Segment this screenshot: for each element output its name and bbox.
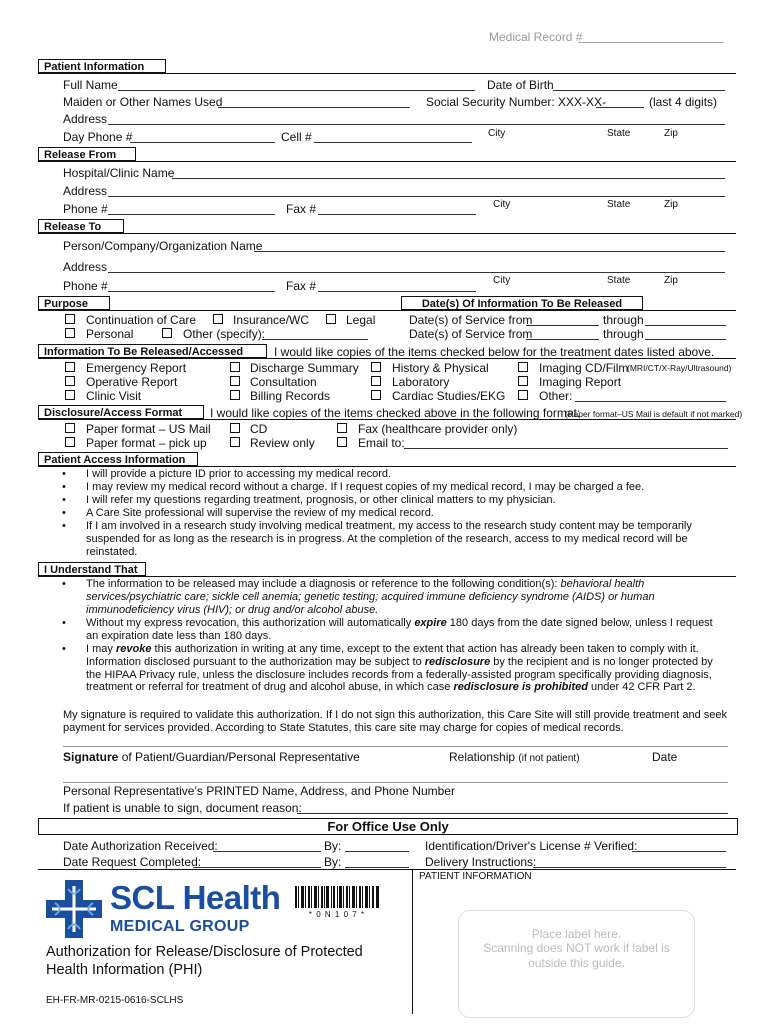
- discharge-label: Discharge Summary: [250, 361, 359, 375]
- other-info-field[interactable]: [575, 401, 726, 402]
- bullet: •: [62, 481, 66, 493]
- id-verified-field[interactable]: [632, 851, 726, 852]
- office-use-header: For Office Use Only: [38, 818, 738, 835]
- paper-pickup-checkbox[interactable]: [65, 437, 75, 447]
- other-purpose-field[interactable]: [262, 339, 368, 340]
- imaging-cd-label: Imaging CD/Film: [539, 361, 629, 375]
- insurance-label: Insurance/WC: [233, 313, 310, 327]
- section-rule: [38, 161, 736, 162]
- barcode-text: * 0 N 1 0 7 *: [308, 910, 366, 919]
- access-bullet-2: I may review my medical record without a charge. If I request copies of my medical record, I may be charged a fee.: [86, 481, 645, 493]
- date-received-field[interactable]: [213, 851, 321, 852]
- laboratory-checkbox[interactable]: [371, 376, 381, 386]
- ssn-last4-note: (last 4 digits): [649, 95, 718, 109]
- release-from-header: Release From: [38, 147, 136, 161]
- full-name-field[interactable]: [118, 90, 475, 91]
- disclosure-note: (Paper format–US Mail is default if not marked): [565, 409, 743, 419]
- medical-record-label: Medical Record #: [489, 30, 583, 44]
- operative-label: Operative Report: [86, 375, 178, 389]
- ssn-label: Social Security Number: XXX-XX-: [426, 95, 607, 109]
- bullet: •: [62, 468, 66, 480]
- understand-header: I Understand That: [38, 562, 146, 576]
- service-from-field-2[interactable]: [526, 339, 599, 340]
- label-guide[interactable]: [458, 910, 695, 1018]
- release-to-address-field[interactable]: [108, 272, 725, 273]
- zip-label: Zip: [664, 275, 678, 286]
- access-bullet-4: A Care Site professional will supervise the review of my medical record.: [86, 507, 434, 519]
- email-checkbox[interactable]: [337, 437, 347, 447]
- release-to-header: Release To: [38, 219, 124, 233]
- clinic-label: Clinic Visit: [86, 389, 142, 403]
- cell-label: Cell #: [281, 130, 312, 144]
- city-label: City: [488, 128, 506, 139]
- unable-to-sign-label: If patient is unable to sign, document reason:: [63, 801, 302, 815]
- id-verified-label: Identification/Driver's License # Verified:: [425, 839, 638, 853]
- continuation-label: Continuation of Care: [86, 313, 197, 327]
- service-through-field-2[interactable]: [645, 339, 726, 340]
- emergency-label: Emergency Report: [86, 361, 187, 375]
- signature-statement: My signature is required to validate this authorization. If I do not sign this authorization, this Care Site will still provide treatment and seek payment for services provided. According to State Statutes, this care site may charge for copies of medical records.: [63, 709, 728, 734]
- access-bullet-5: If I am involved in a research study involving medical treatment, my access to the research study content may be temporarily suspended for as long as the research is in progress. At the completion of the research, access to my medical record will be reinstated.: [86, 520, 692, 558]
- release-to-fax-field[interactable]: [318, 291, 476, 292]
- cd-checkbox[interactable]: [230, 423, 240, 433]
- release-to-fax-label: Fax #: [286, 279, 317, 293]
- clinic-checkbox[interactable]: [65, 390, 75, 400]
- operative-checkbox[interactable]: [65, 376, 75, 386]
- continuation-checkbox[interactable]: [65, 314, 75, 324]
- service-from-field-1[interactable]: [526, 325, 599, 326]
- paper-pickup-label: Paper format – pick up: [86, 436, 207, 450]
- service-from-label-1: Date(s) of Service from: [409, 313, 533, 327]
- release-from-phone-label: Phone #: [63, 202, 108, 216]
- address-field[interactable]: [108, 124, 725, 125]
- billing-checkbox[interactable]: [230, 390, 240, 400]
- imaging-cd-checkbox[interactable]: [518, 362, 528, 372]
- by-field-1[interactable]: [345, 851, 409, 852]
- review-only-label: Review only: [250, 436, 315, 450]
- release-to-phone-label: Phone #: [63, 279, 108, 293]
- understand-bullet-3: I may revoke this authorization in writing at any time, except to the extent that action has already been taken to comply with it. Information disclosed pursuant to the authorization may be subject to redisclosure by the recipient and is no longer protected by the HIPAA Privacy rule, unless the disclosure includes records from a federally-assisted program specifically providing diagnosis, treatment or referral for treatment of drug and alcohol abuse, in which case redisclosure is prohibited under 42 CFR Part 2.: [86, 643, 713, 694]
- printed-name-label: Personal Representative’s PRINTED Name, Address, and Phone Number: [63, 784, 455, 798]
- cell-field[interactable]: [314, 142, 472, 143]
- email-field[interactable]: [404, 448, 728, 449]
- label-guide-text-2: Scanning does NOT work if label is outside this guide.: [483, 941, 670, 970]
- other-purpose-checkbox[interactable]: [162, 328, 172, 338]
- cd-label: CD: [250, 422, 268, 436]
- discharge-checkbox[interactable]: [230, 362, 240, 372]
- email-label: Email to:: [358, 436, 405, 450]
- access-bullet-3: I will refer my questions regarding treatment, prognosis, or other clinical matters to my physician.: [86, 494, 556, 506]
- service-through-field-1[interactable]: [645, 325, 726, 326]
- medical-record-field[interactable]: [578, 42, 724, 43]
- by-field-2[interactable]: [345, 867, 409, 868]
- patient-info-box-label: PATIENT INFORMATION: [419, 871, 532, 882]
- by-label-2: By:: [324, 855, 342, 869]
- paper-mail-checkbox[interactable]: [65, 423, 75, 433]
- cardiac-label: Cardiac Studies/EKG: [392, 389, 506, 403]
- printed-name-field[interactable]: [63, 782, 728, 783]
- person-label: Person/Company/Organization Name: [63, 239, 263, 253]
- dob-field[interactable]: [553, 90, 725, 91]
- cross-logo-icon: [46, 880, 102, 938]
- full-name-label: Full Name: [63, 78, 118, 92]
- insurance-checkbox[interactable]: [213, 314, 223, 324]
- imaging-report-label: Imaging Report: [539, 375, 622, 389]
- bullet: •: [62, 507, 66, 519]
- fax-format-label: Fax (healthcare provider only): [358, 422, 518, 436]
- section-rule: [38, 310, 736, 311]
- billing-label: Billing Records: [250, 389, 331, 403]
- release-to-address-label: Address: [63, 260, 108, 274]
- hospital-field[interactable]: [172, 178, 725, 179]
- emergency-checkbox[interactable]: [65, 362, 75, 372]
- release-from-fax-field[interactable]: [318, 214, 476, 215]
- unable-to-sign-field[interactable]: [297, 813, 728, 814]
- bullet: •: [62, 494, 66, 506]
- imaging-cd-note: (MRI/CT/X-Ray/Ultrasound): [627, 363, 732, 373]
- info-released-header: Information To Be Released/Accessed: [38, 344, 267, 358]
- paper-mail-label: Paper format – US Mail: [86, 422, 211, 436]
- personal-checkbox[interactable]: [65, 328, 75, 338]
- city-label: City: [493, 199, 511, 210]
- dob-label: Date of Birth: [487, 78, 554, 92]
- history-label: History & Physical: [392, 361, 489, 375]
- bullet: •: [62, 617, 66, 629]
- cardiac-checkbox[interactable]: [371, 390, 381, 400]
- release-to-phone-field[interactable]: [108, 291, 275, 292]
- logo: [46, 880, 306, 942]
- date-completed-field[interactable]: [193, 867, 321, 868]
- state-label: State: [607, 128, 631, 139]
- section-rule: [38, 869, 736, 870]
- section-rule: [38, 576, 736, 577]
- logo-name: SCL Health: [110, 879, 281, 916]
- through-label-2: through: [603, 327, 644, 341]
- purpose-header: Purpose: [38, 296, 110, 310]
- label-guide-text-1: Place label here.: [531, 927, 622, 941]
- other-purpose-label: Other (specify):: [183, 327, 266, 341]
- dates-header: Date(s) Of Information To Be Released: [401, 296, 643, 310]
- logo-subtitle: MEDICAL GROUP: [110, 918, 250, 935]
- form-code: EH-FR-MR-0215-0616-SCLHS: [46, 995, 184, 1006]
- barcode: [295, 886, 379, 919]
- consultation-checkbox[interactable]: [230, 376, 240, 386]
- consultation-label: Consultation: [250, 375, 317, 389]
- info-released-instruction: I would like copies of the items checked below for the treatment dates listed above.: [274, 345, 715, 359]
- release-from-fax-label: Fax #: [286, 202, 317, 216]
- date-completed-label: Date Request Completed:: [63, 855, 202, 869]
- form-title: Authorization for Release/Disclosure of Protected Health Information (PHI): [46, 944, 363, 978]
- history-checkbox[interactable]: [371, 362, 381, 372]
- release-from-phone-field[interactable]: [108, 214, 275, 215]
- zip-label: Zip: [664, 128, 678, 139]
- release-from-address-field[interactable]: [108, 196, 725, 197]
- signature-label: Signature of Patient/Guardian/Personal Representative: [63, 750, 360, 764]
- other-info-checkbox[interactable]: [518, 390, 528, 400]
- service-from-label-2: Date(s) of Service from: [409, 327, 533, 341]
- legal-label: Legal: [346, 313, 376, 327]
- imaging-report-checkbox[interactable]: [518, 376, 528, 386]
- maiden-label: Maiden or Other Names Used: [63, 95, 223, 109]
- signature-field[interactable]: [63, 746, 728, 747]
- date-received-label: Date Authorization Received:: [63, 839, 218, 853]
- maiden-field[interactable]: [218, 107, 410, 108]
- understand-bullet-2: Without my express revocation, this authorization will automatically expire 180 days from the date signed below, unless I request an expiration date less than 180 days.: [86, 617, 713, 642]
- through-label-1: through: [603, 313, 644, 327]
- patient-info-divider: [412, 869, 413, 1014]
- ssn-field[interactable]: [596, 107, 644, 108]
- hospital-label: Hospital/Clinic Name: [63, 166, 175, 180]
- address-label: Address: [63, 112, 108, 126]
- access-bullet-1: I will provide a picture ID prior to accessing my medical record.: [86, 468, 392, 480]
- bullet: •: [62, 578, 66, 590]
- legal-checkbox[interactable]: [326, 314, 336, 324]
- zip-label: Zip: [664, 199, 678, 210]
- patient-info-header: Patient Information: [38, 59, 166, 73]
- disclosure-instruction: I would like copies of the items checked above in the following format:: [210, 406, 581, 420]
- by-label-1: By:: [324, 839, 342, 853]
- state-label: State: [607, 199, 631, 210]
- person-field[interactable]: [254, 251, 725, 252]
- bullet: •: [62, 520, 66, 532]
- day-phone-field[interactable]: [130, 142, 275, 143]
- city-label: City: [493, 275, 511, 286]
- access-info-header: Patient Access Information: [38, 452, 198, 466]
- day-phone-label: Day Phone #: [63, 130, 133, 144]
- barcode-icon: [295, 886, 379, 908]
- other-info-label: Other:: [539, 389, 573, 403]
- fax-format-checkbox[interactable]: [337, 423, 347, 433]
- signature-date-label: Date: [652, 750, 678, 764]
- understand-bullet-1: The information to be released may include a diagnosis or reference to the following condition(s): behavioral health services/psychiatric care; sickle cell anemia; genetic testing; acquired immune deficiency syndrome (AIDS) or human immunodeficiency virus (HIV); or drug and/or alcohol abuse.: [86, 578, 655, 616]
- release-from-address-label: Address: [63, 184, 108, 198]
- delivery-label: Delivery Instructions:: [425, 855, 537, 869]
- personal-label: Personal: [86, 327, 134, 341]
- state-label: State: [607, 275, 631, 286]
- bullet: •: [62, 643, 66, 655]
- relationship-label: Relationship (if not patient): [449, 750, 580, 764]
- review-only-checkbox[interactable]: [230, 437, 240, 447]
- delivery-field[interactable]: [533, 867, 726, 868]
- laboratory-label: Laboratory: [392, 375, 450, 389]
- section-rule: [38, 233, 736, 234]
- disclosure-header: Disclosure/Access Format: [38, 405, 204, 419]
